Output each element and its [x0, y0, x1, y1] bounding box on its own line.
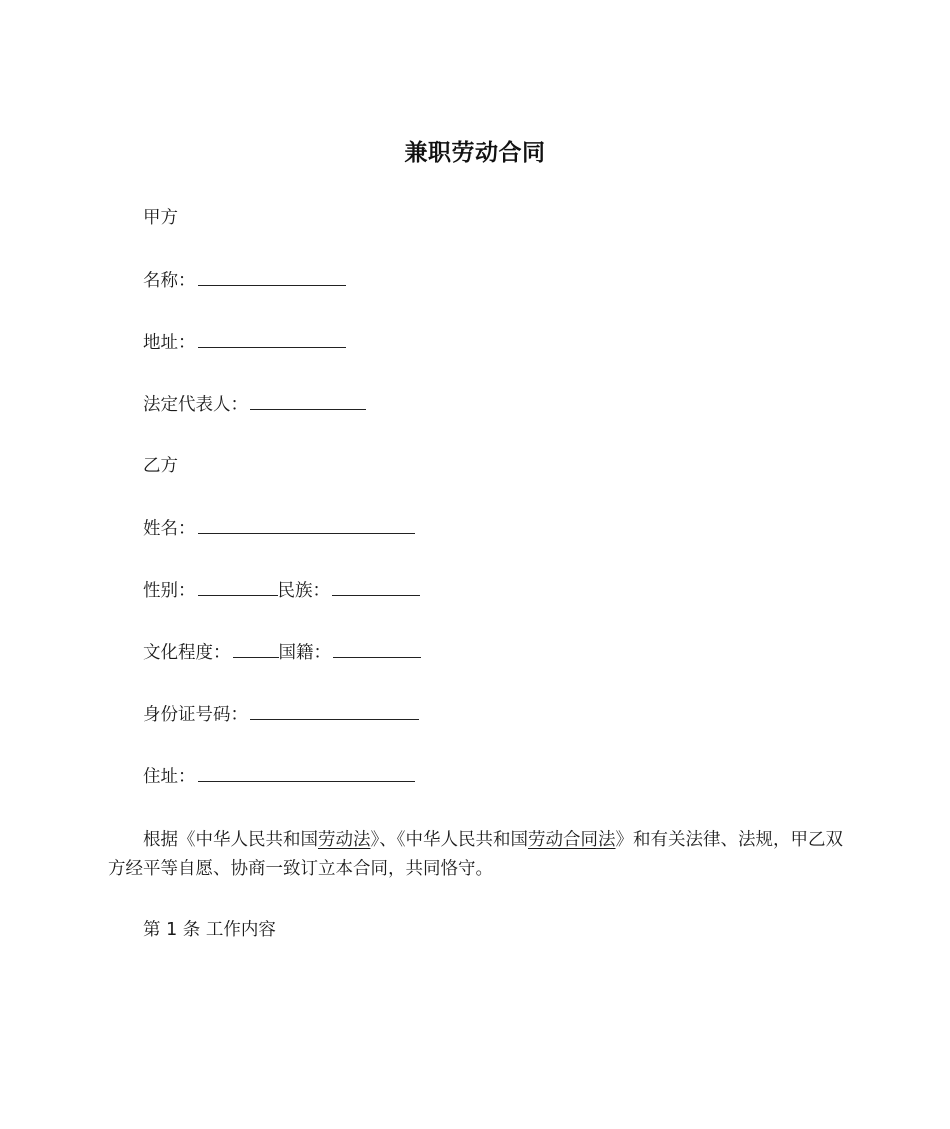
party-a-name-label: 名称：: [143, 271, 196, 291]
party-b-education-row: [143, 639, 421, 666]
party-b-gender-row: [143, 577, 420, 604]
party-a-name-row: [143, 267, 346, 294]
article-1-heading: 第 1 条 工作内容: [143, 920, 276, 940]
party-b-gender-label: 性别：: [143, 581, 196, 601]
party-b-residence-blank: [198, 763, 415, 782]
party-a-rep-blank: [250, 391, 366, 410]
party-b-nationality-label: 国籍：: [278, 643, 331, 663]
party-a-address-label: 地址：: [143, 333, 196, 353]
party-b-nationality-blank: [333, 639, 421, 658]
party-a-address-blank: [198, 329, 346, 348]
party-b-name-blank: [198, 515, 415, 534]
party-a-name-blank: [198, 267, 346, 286]
preamble-text-3: 》和有关法律、法规，甲乙双方经平等自愿、协商一致订立本合同，共同恪守。: [108, 830, 843, 879]
party-a-address-row: [143, 329, 346, 356]
party-b-heading: 乙方: [143, 456, 178, 476]
party-b-name-label: 姓名：: [143, 519, 196, 539]
party-b-id-blank: [250, 701, 419, 720]
party-b-name-row: [143, 515, 415, 542]
party-b-education-blank: [233, 639, 279, 658]
labor-contract-law-link[interactable]: 劳动合同法: [528, 830, 616, 850]
party-b-residence-row: [143, 763, 415, 790]
party-a-rep-label: 法定代表人：: [143, 395, 248, 415]
preamble-text-1: 根据《中华人民共和国: [143, 830, 318, 850]
preamble-text-2: 》、《中华人民共和国: [370, 830, 528, 850]
labor-law-link[interactable]: 劳动法: [318, 830, 371, 850]
party-b-ethnicity-label: 民族：: [277, 581, 330, 601]
party-b-id-row: [143, 701, 419, 728]
document-title: 兼职劳动合同: [404, 140, 546, 166]
preamble-paragraph: [108, 826, 848, 884]
party-b-residence-label: 住址：: [143, 767, 196, 787]
party-a-rep-row: [143, 391, 366, 418]
party-b-education-label: 文化程度：: [143, 643, 231, 663]
party-a-heading: 甲方: [143, 208, 178, 228]
party-b-id-label: 身份证号码：: [143, 705, 248, 725]
party-b-gender-blank: [198, 577, 278, 596]
party-b-ethnicity-blank: [332, 577, 420, 596]
